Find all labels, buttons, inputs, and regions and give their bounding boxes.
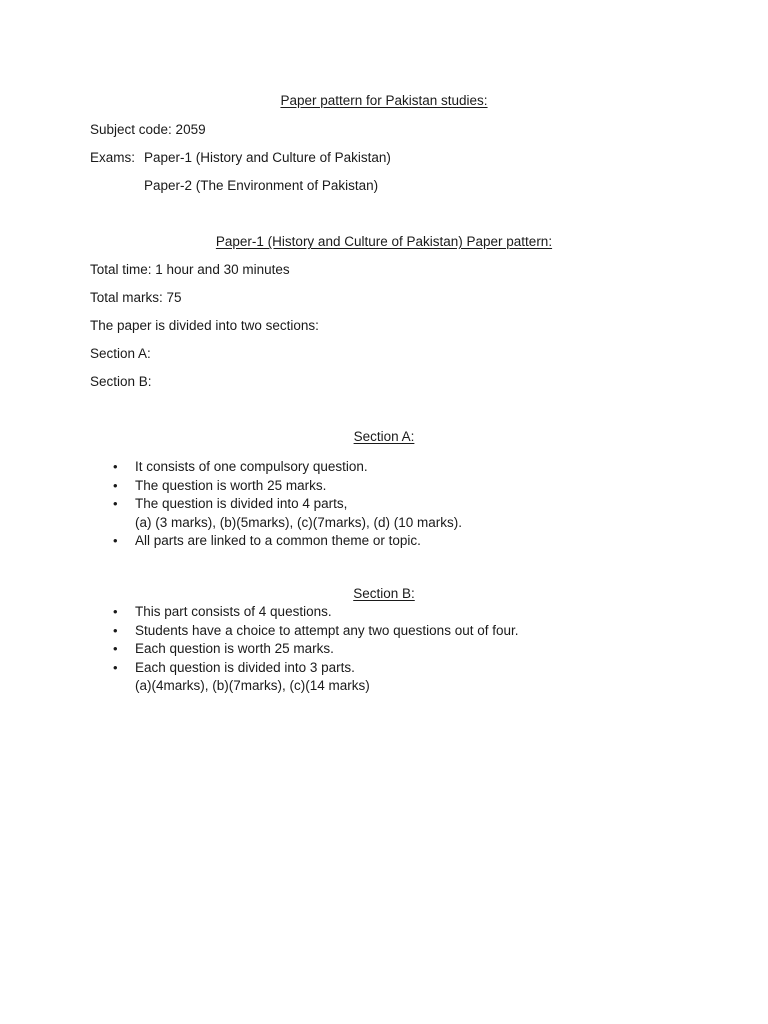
- section-a-label: Section A:: [90, 346, 151, 361]
- list-item: [0, 532, 462, 551]
- list-item-text: The question is worth 25 marks.: [135, 477, 327, 493]
- exams-label: Exams:: [90, 150, 136, 165]
- bullet-icon: •: [113, 622, 118, 638]
- list-item: [0, 622, 519, 641]
- total-time: Total time: 1 hour and 30 minutes: [90, 262, 290, 277]
- list-item-subtext: (a) (3 marks), (b)(5marks), (c)(7marks), (d) (10 marks).: [135, 514, 462, 530]
- list-item-text: The question is divided into 4 parts,: [135, 496, 348, 511]
- bullet-icon: •: [113, 533, 118, 548]
- subject-code: Subject code: 2059: [90, 122, 206, 137]
- list-item: [0, 640, 519, 659]
- bullet-icon: •: [113, 659, 118, 675]
- list-item: [0, 495, 462, 532]
- section-a-list: [0, 458, 462, 551]
- paper1-heading: Paper-1 (History and Culture of Pakistan) Paper pattern:: [215, 234, 553, 249]
- list-item-text: All parts are linked to a common theme or topic.: [135, 533, 421, 548]
- list-item-text: Each question is divided into 3 parts.: [135, 659, 355, 675]
- exam-paper-2: Paper-2 (The Environment of Pakistan): [144, 178, 379, 193]
- section-b-heading: Section B:: [353, 586, 415, 601]
- list-item: [0, 477, 462, 496]
- section-a-heading: Section A:: [353, 429, 415, 444]
- section-b-label: Section B:: [90, 374, 152, 389]
- list-item: [0, 603, 519, 622]
- list-item-text: Each question is worth 25 marks.: [135, 641, 334, 656]
- document-title: Paper pattern for Pakistan studies:: [280, 93, 488, 108]
- section-b-list: [0, 603, 519, 696]
- exam-paper-1: Paper-1 (History and Culture of Pakistan): [144, 150, 391, 165]
- bullet-icon: •: [113, 496, 118, 511]
- bullet-icon: •: [113, 604, 118, 619]
- list-item-text: Students have a choice to attempt any two questions out of four.: [135, 622, 519, 638]
- list-item-text: It consists of one compulsory question.: [135, 459, 368, 474]
- bullet-icon: •: [113, 459, 118, 474]
- list-item: [0, 659, 519, 696]
- list-item: [0, 458, 462, 477]
- list-item-text: This part consists of 4 questions.: [135, 604, 332, 619]
- list-item-subtext: (a)(4marks), (b)(7marks), (c)(14 marks): [135, 678, 370, 693]
- sections-intro: The paper is divided into two sections:: [90, 318, 319, 333]
- total-marks: Total marks: 75: [90, 290, 182, 305]
- bullet-icon: •: [113, 641, 118, 656]
- bullet-icon: •: [113, 477, 118, 493]
